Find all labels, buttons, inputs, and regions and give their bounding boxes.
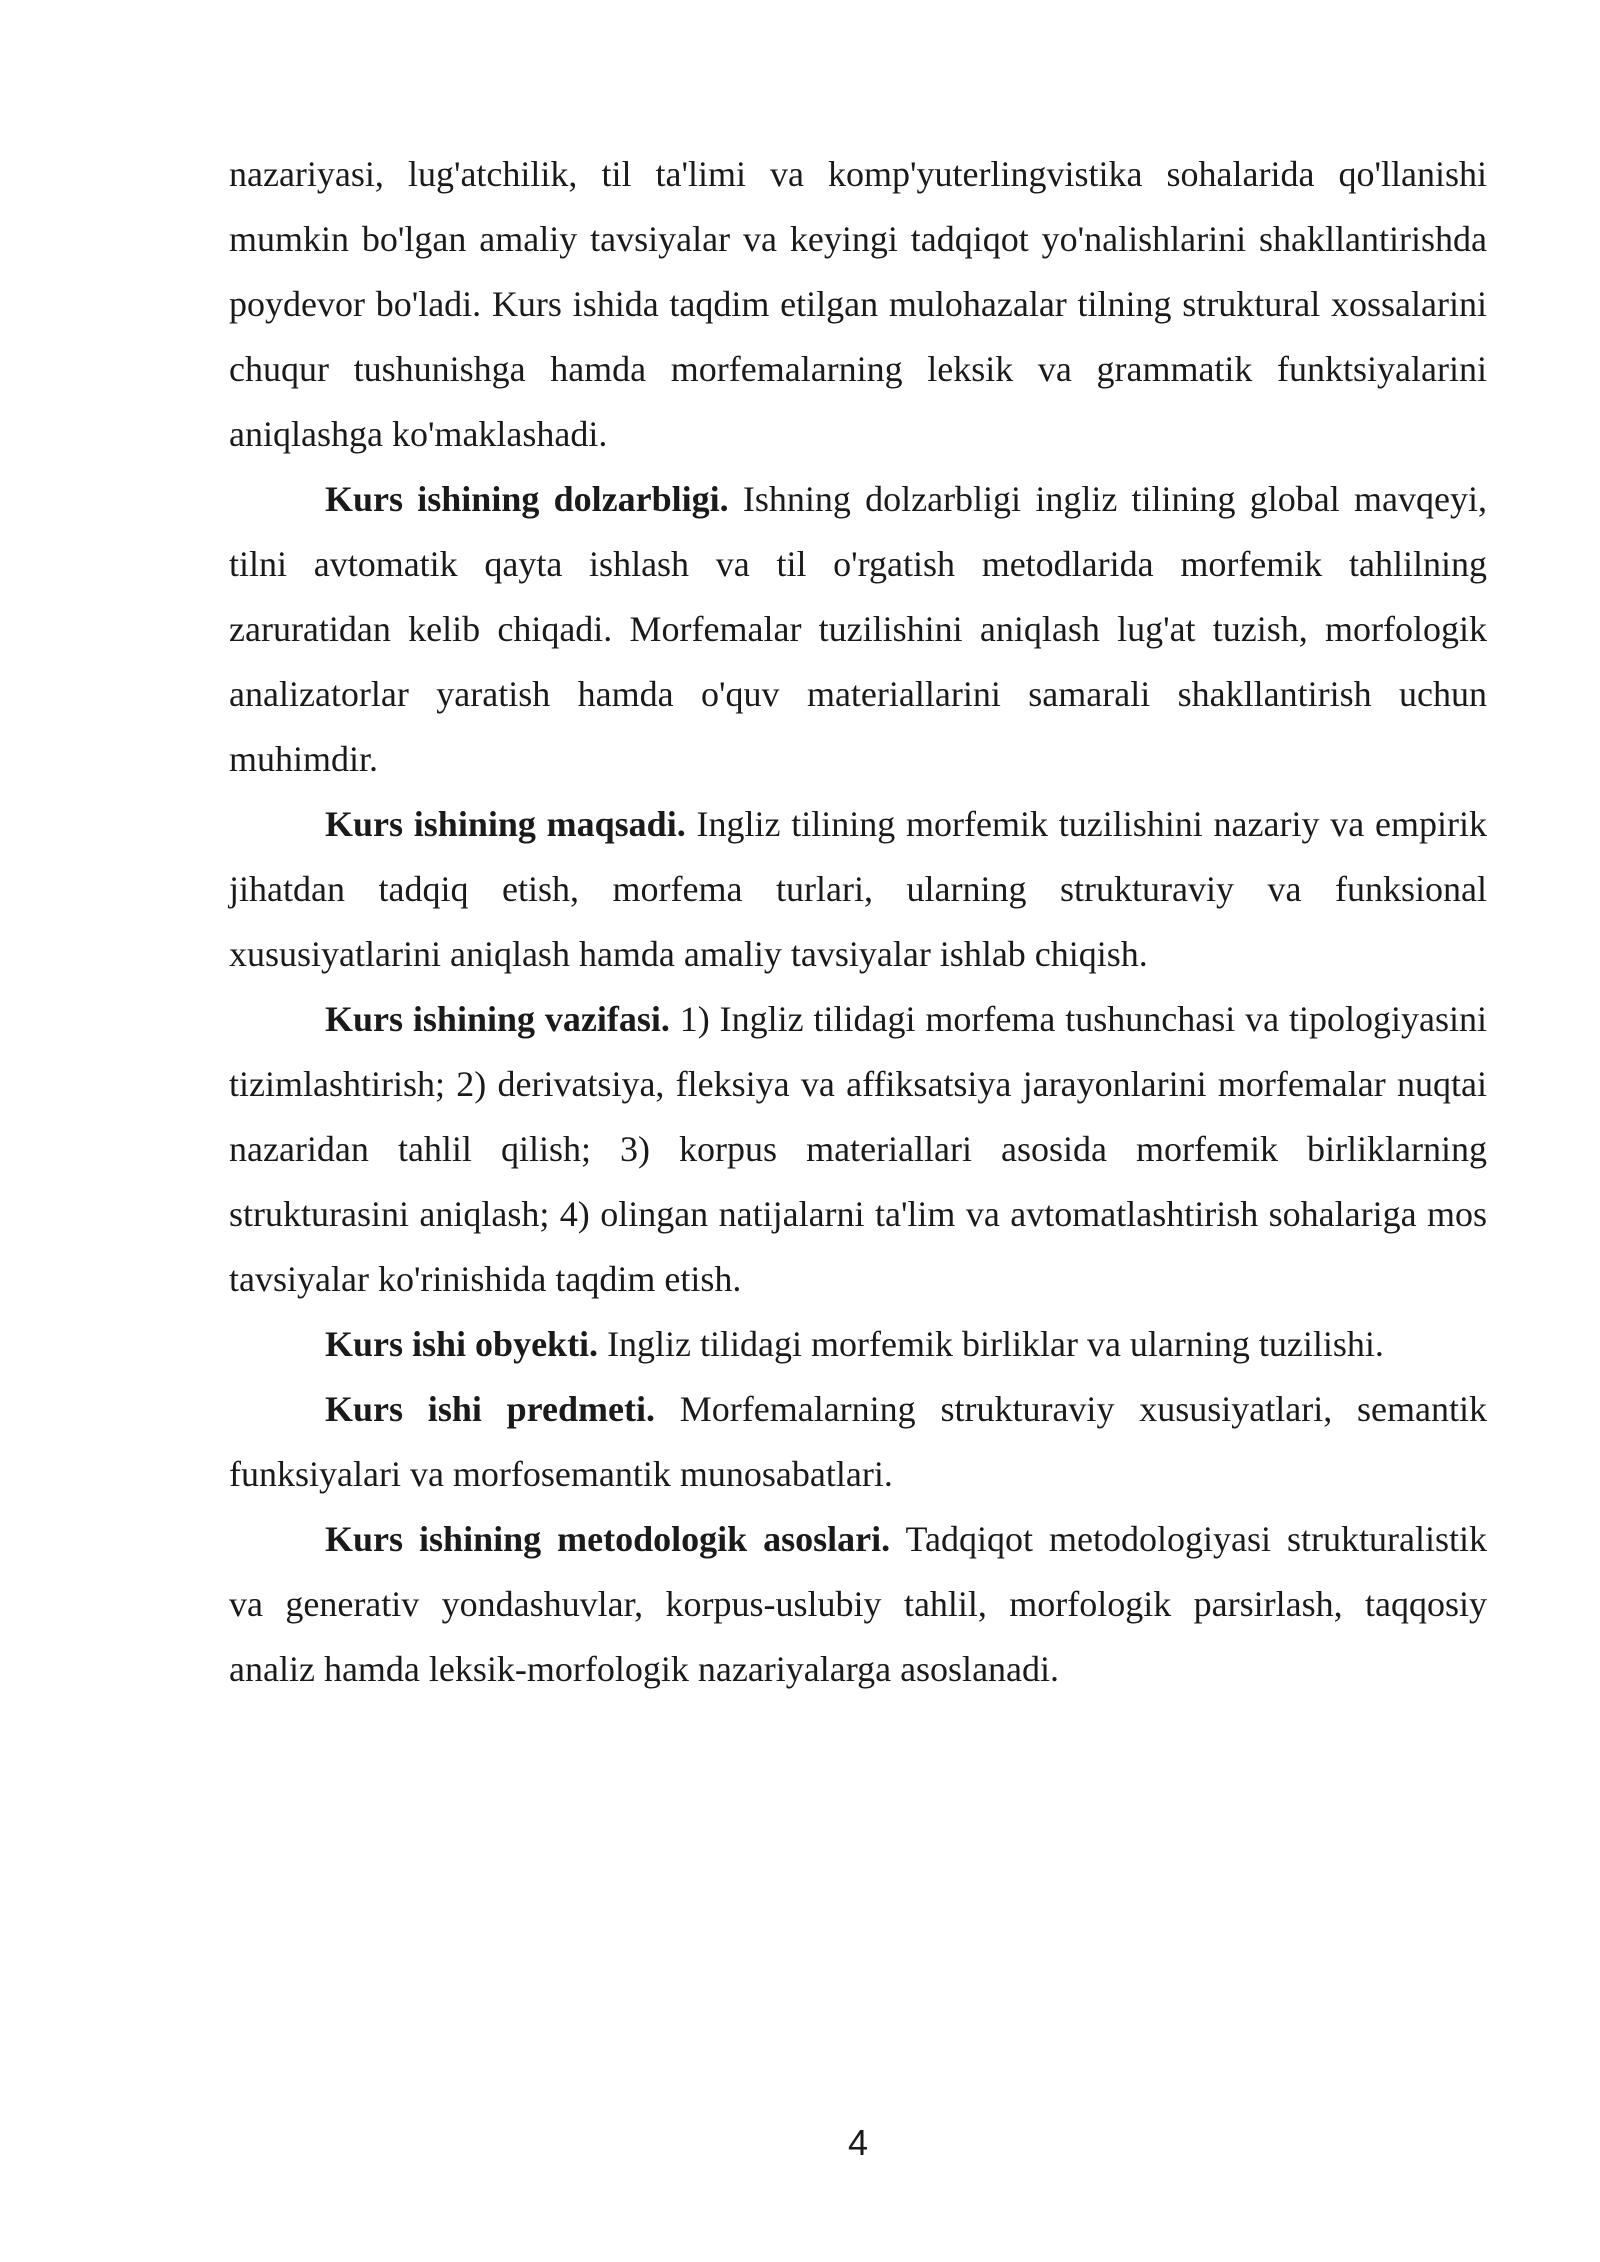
paragraph-text: Morfemalarning strukturaviy xususiyatlari, semantik funksiyalari va morfosemantik munosabatlari. bbox=[229, 1389, 1487, 1494]
paragraph-goal bbox=[229, 792, 1487, 987]
paragraph-text: nazariyasi, lug'atchilik, til ta'limi va komp'yuterlingvistika sohalarida qo'llanishi mumkin bo'lgan amaliy tavsiyalar va keyingi tadqiqot yo'nalishlarini shakllantirishda poydevor bo'ladi. Kurs ishida taqdim etilgan mulohazalar tilning struktural xossalarini chuqur tushunishga hamda morfemalarning leksik va grammatik funktsiyalarini aniqlashga ko'maklashadi. bbox=[229, 154, 1487, 454]
paragraph-heading: Kurs ishining metodologik asoslari. bbox=[325, 1519, 891, 1559]
paragraph-text: Tadqiqot metodologiyasi strukturalistik va generativ yondashuvlar, korpus-uslubiy tahlil, morfologik parsirlash, taqqosiy analiz hamda leksik-morfologik nazariyalarga asoslanadi. bbox=[229, 1519, 1487, 1689]
page-number: 4 bbox=[847, 2122, 869, 2163]
paragraph-heading: Kurs ishi obyekti. bbox=[325, 1324, 599, 1364]
paragraph-heading: Kurs ishining maqsadi. bbox=[325, 804, 686, 844]
paragraph-heading: Kurs ishining dolzarbligi. bbox=[325, 479, 729, 519]
paragraph-text: Ingliz tilining morfemik tuzilishini nazariy va empirik jihatdan tadqiq etish, morfema turlari, ularning strukturaviy va funksional xususiyatlarini aniqlash hamda amaliy tavsiyalar ishlab chiqish. bbox=[229, 804, 1487, 974]
paragraph-tasks bbox=[229, 987, 1487, 1312]
paragraph-continuation bbox=[229, 142, 1487, 467]
paragraph-text: Ingliz tilidagi morfemik birliklar va ularning tuzilishi. bbox=[598, 1324, 1384, 1364]
paragraph-text: Ishning dolzarbligi ingliz tilining global mavqeyi, tilni avtomatik qayta ishlash va til o'rgatish metodlarida morfemik tahlilning zaruratidan kelib chiqadi. Morfemalar tuzilishini aniqlash lug'at tuzish, morfologik analizatorlar yaratish hamda o'quv materiallarini samarali shakllantirish uchun muhimdir. bbox=[229, 479, 1487, 779]
paragraph-text: 1) Ingliz tilidagi morfema tushunchasi va tipologiyasini tizimlashtirish; 2) derivatsiya, fleksiya va affiksatsiya jarayonlarini morfemalar nuqtai nazaridan tahlil qilish; 3) korpus materiallari asosida morfemik birliklarning strukturasini aniqlash; 4) olingan natijalarni ta'lim va avtomatlashtirish sohalariga mos tavsiyalar ko'rinishida taqdim etish. bbox=[229, 999, 1488, 1299]
paragraph-object bbox=[229, 1312, 1487, 1377]
page-body bbox=[229, 142, 1487, 1702]
paragraph-relevance bbox=[229, 467, 1487, 792]
paragraph-heading: Kurs ishining vazifasi. bbox=[325, 999, 670, 1039]
paragraph-methodology bbox=[229, 1507, 1487, 1702]
paragraph-subject bbox=[229, 1377, 1487, 1507]
paragraph-heading: Kurs ishi predmeti. bbox=[325, 1389, 655, 1429]
